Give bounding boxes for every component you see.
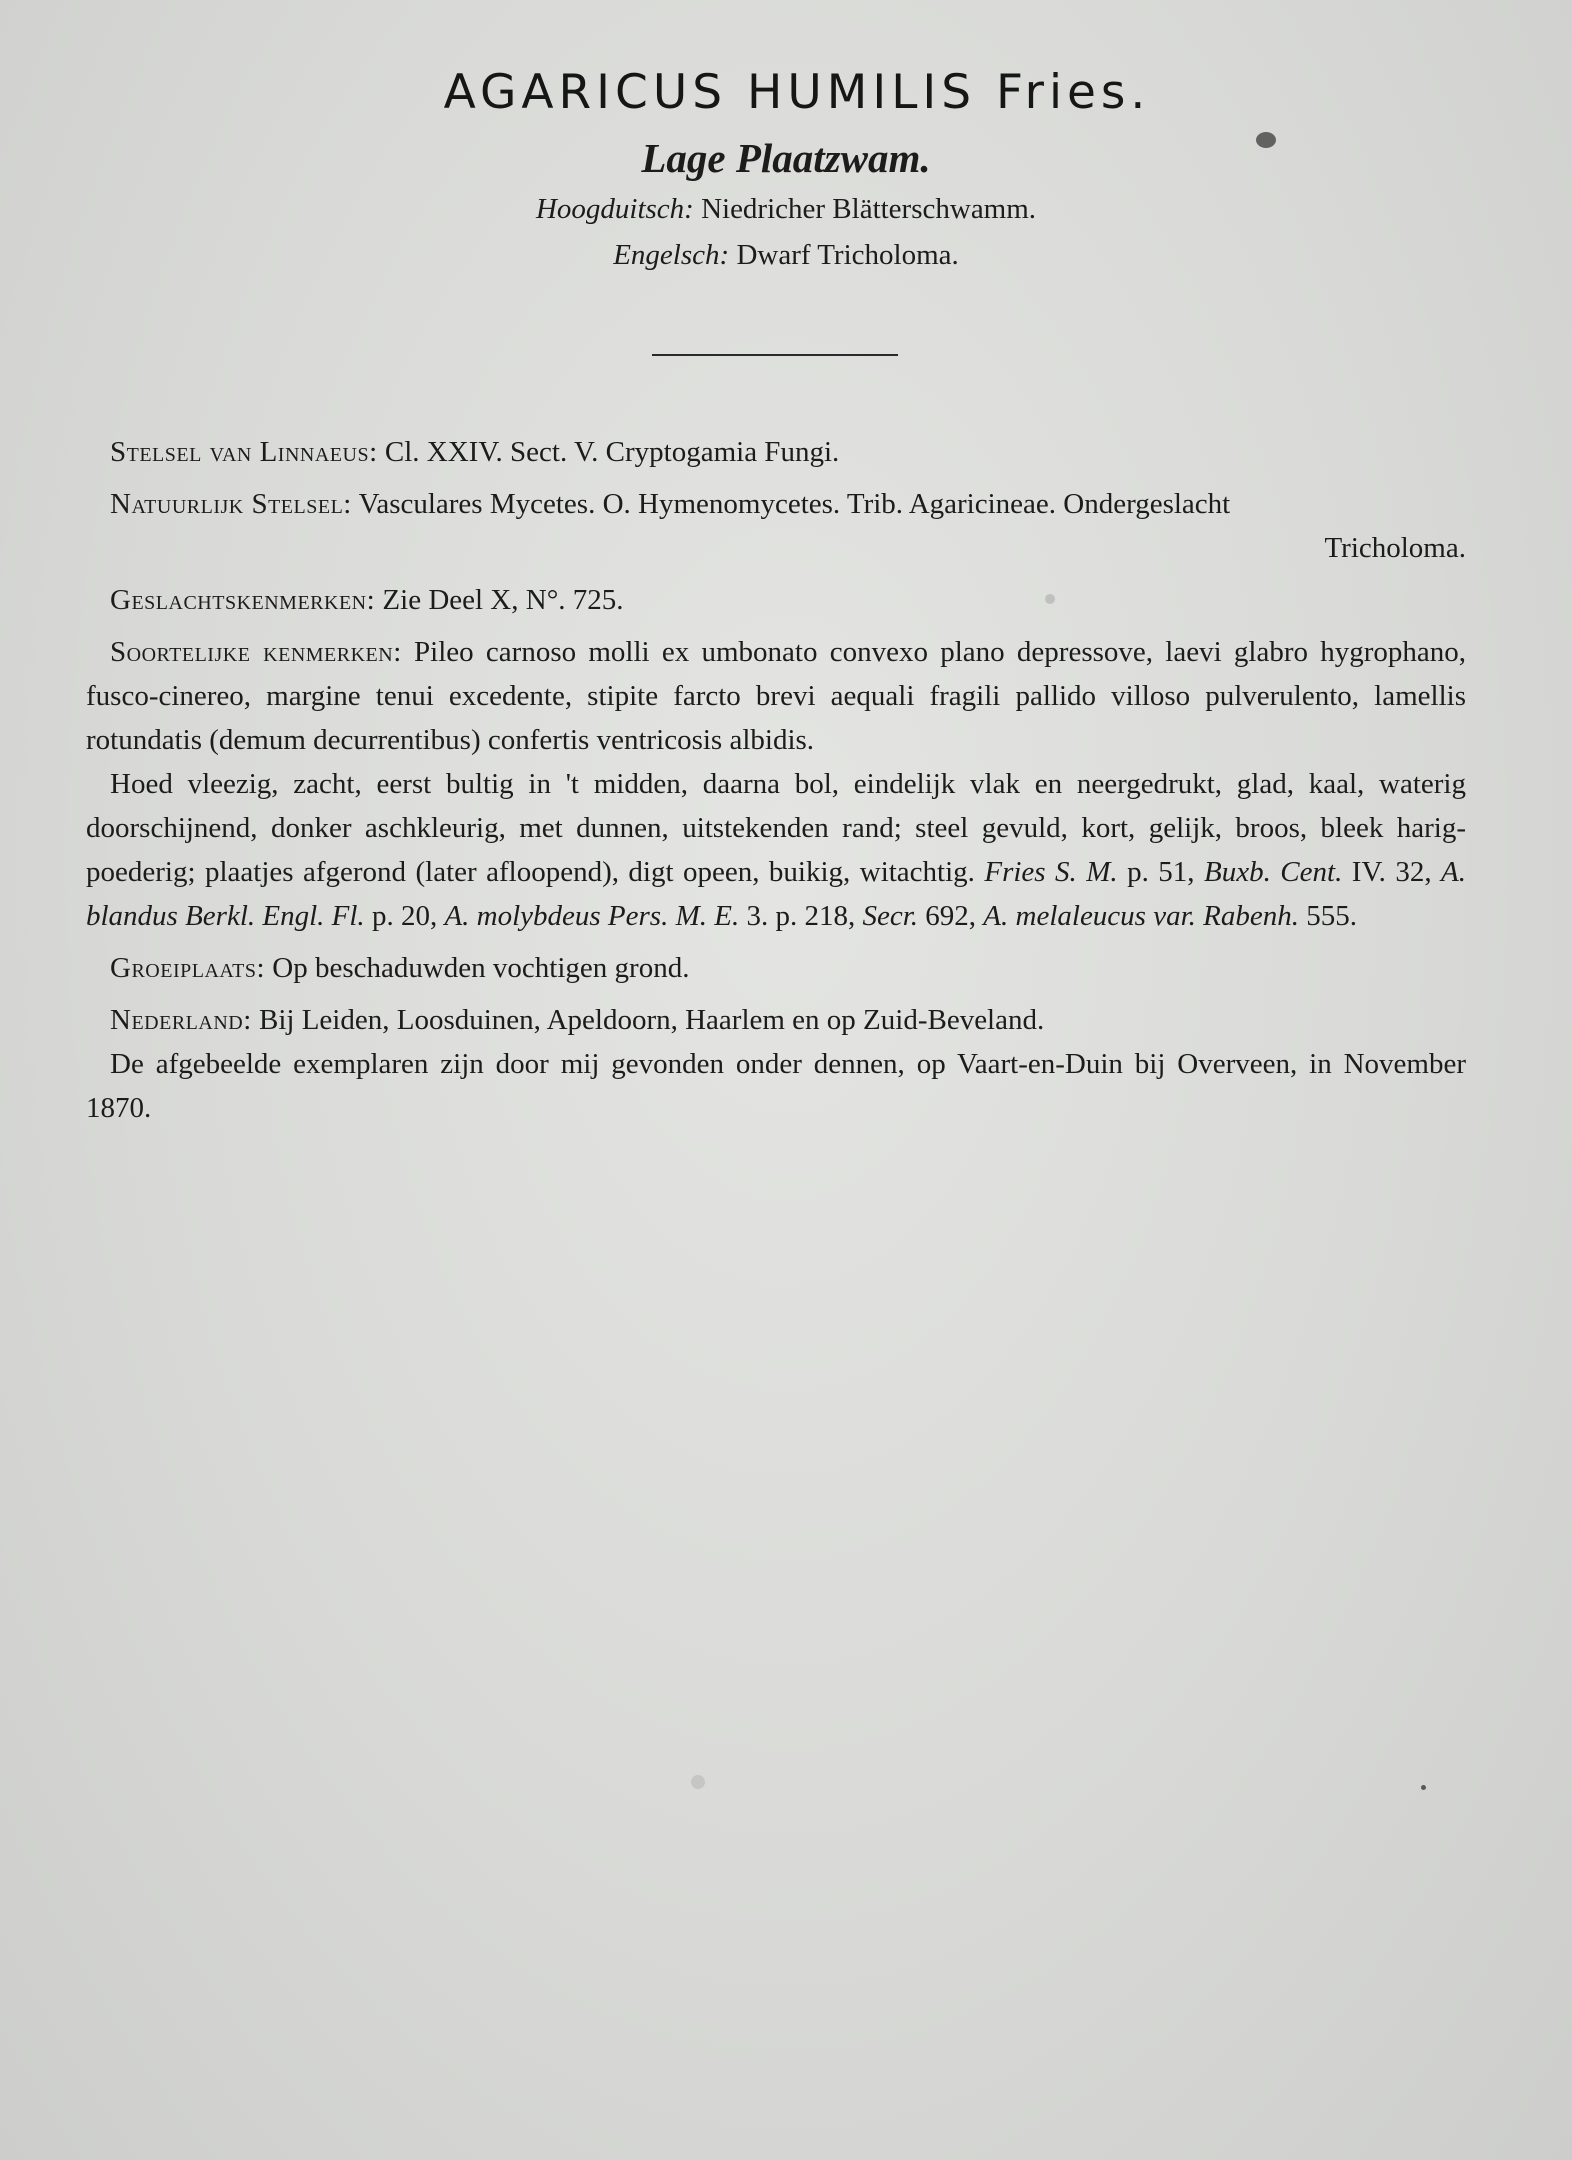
- divider: [652, 354, 898, 356]
- netherlands-text: Bij Leiden, Loosduinen, Apeldoorn, Haarlem en op Zuid-Beveland.: [259, 1004, 1045, 1036]
- dutch-name: Lage Plaatzwam.: [641, 135, 931, 181]
- habitat-text: Op beschaduwden vochtigen grond.: [272, 952, 690, 984]
- page-title: AGARICUS HUMILIS Fries.: [443, 65, 1151, 120]
- linnaeus-paragraph: [86, 430, 1466, 474]
- reference-1-page: p. 51,: [1127, 856, 1195, 888]
- genus-text: Zie Deel X, N°. 725.: [382, 584, 624, 616]
- header: [0, 62, 1572, 274]
- netherlands-paragraph: [86, 998, 1466, 1042]
- english-label: Engelsch:: [613, 239, 730, 271]
- species-paragraph: [86, 630, 1466, 762]
- genus-paragraph: [86, 578, 1466, 622]
- reference-5-page: 692,: [925, 900, 977, 932]
- reference-5: Secr.: [862, 900, 919, 932]
- linnaeus-label: Stelsel van Linnaeus:: [110, 436, 378, 468]
- ink-speck: [1045, 594, 1055, 604]
- german-name-line: [0, 190, 1572, 228]
- reference-3: A. blandus Berkl. Engl. Fl.: [86, 856, 1467, 932]
- habitat-label: Groeiplaats:: [110, 952, 266, 984]
- english-name: Dwarf Tricholoma.: [736, 239, 959, 271]
- reference-4-page: 3. p. 218,: [746, 900, 856, 932]
- reference-1: Fries S. M.: [984, 856, 1118, 888]
- description-paragraph: [86, 762, 1466, 938]
- habitat-paragraph: [86, 946, 1466, 990]
- natural-system-paragraph: [86, 482, 1466, 570]
- ink-speck: [1256, 132, 1276, 148]
- genus-label: Geslachtskenmerken:: [110, 584, 376, 616]
- natural-system-text: Vasculares Mycetes. O. Hymenomycetes. Trib. Agaricineae. Ondergeslacht: [358, 488, 1231, 520]
- english-name-line: [0, 236, 1572, 274]
- german-name: Niedricher Blätterschwamm.: [701, 193, 1037, 225]
- description-text: Hoed vleezig, zacht, eerst bultig in 't midden, daarna bol, eindelijk vlak en neergedrukt, glad, kaal, waterig doorschijnend, donker aschkleurig, met dunnen, uitstekenden rand; steel gevuld, kort, gelijk, broos, bleek harig-poederig; plaatjes afgerond (later afloopend), digt opeen, buikig, witachtig.: [86, 768, 1466, 888]
- specimen-paragraph: [86, 1042, 1466, 1130]
- reference-2: Buxb. Cent.: [1204, 856, 1343, 888]
- german-label: Hoogduitsch:: [535, 193, 694, 225]
- species-label: Soortelijke kenmerken:: [110, 636, 402, 668]
- reference-4: A. molybdeus Pers. M. E.: [444, 900, 740, 932]
- ink-speck: [691, 1775, 705, 1789]
- natural-system-text-continued: Tricholoma.: [1324, 532, 1466, 564]
- netherlands-label: Nederland:: [110, 1004, 252, 1036]
- reference-6: A. melaleucus var. Rabenh.: [983, 900, 1299, 932]
- reference-2-page: IV. 32,: [1351, 856, 1432, 888]
- reference-6-page: 555.: [1306, 900, 1357, 932]
- linnaeus-text: Cl. XXIV. Sect. V. Cryptogamia Fungi.: [384, 436, 840, 468]
- species-text: Pileo carnoso molli ex umbonato convexo plano depressove, laevi glabro hygrophano, fusco-cinereo, margine tenui excedente, stipite farcto brevi aequali fragili pallido villoso pulverulento, lamellis rotundatis (demum decurrentibus) confertis ventricosis albidis.: [86, 636, 1467, 756]
- natural-system-label: Natuurlijk Stelsel:: [110, 488, 352, 520]
- ink-speck: [1421, 1785, 1426, 1790]
- specimen-text: De afgebeelde exemplaren zijn door mij gevonden onder dennen, op Vaart-en-Duin bij Overveen, in November 1870.: [86, 1048, 1466, 1124]
- body-text: [86, 430, 1466, 1138]
- reference-3-page: p. 20,: [371, 900, 438, 932]
